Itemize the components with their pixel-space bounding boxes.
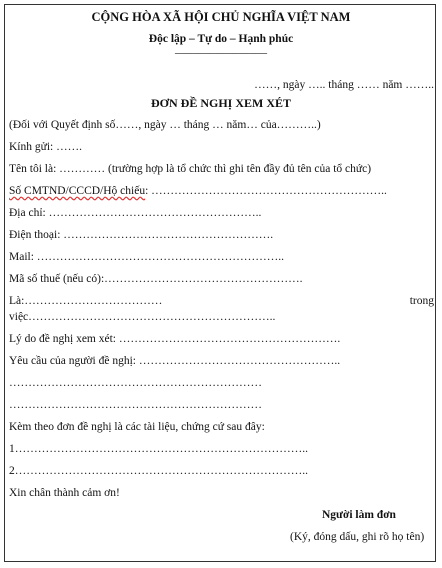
national-title: CỘNG HÒA XÃ HỘI CHỦ NGHĨA VIỆT NAM [91, 10, 351, 24]
motto: Độc lập – Tự do – Hạnh phúc [148, 33, 294, 45]
attachment-1: 1………………………………………………………………….. [9, 443, 308, 455]
name-line: Tên tôi là: ………… (trường hợp là tổ chức thì ghi tên đầy đủ tên của tổ chức) [9, 163, 372, 175]
role-line: Là:……………………………… [9, 295, 163, 307]
attachment-2: 2………………………………………………………………….. [9, 465, 308, 477]
reason-line: Lý do đề nghị xem xét: …………………………………………………. [9, 333, 341, 345]
recipient-line: Kính gửi: ……. [9, 141, 82, 153]
header-separator: ________________ [175, 43, 267, 55]
id-line [9, 184, 387, 198]
signature-title: Người làm đơn [322, 509, 396, 521]
request-continuation-2: ………………………………………………………… [9, 399, 262, 411]
work-line: việc……………………………………………………….. [9, 311, 276, 323]
request-continuation-1: ………………………………………………………… [9, 377, 262, 389]
tax-code-line: Mã số thuế (nếu có):……………………………………………. [9, 273, 303, 285]
phone-line: Điện thoại: ………………………………………………. [9, 229, 274, 241]
address-line: Địa chỉ: ……………………………………………….. [9, 207, 262, 219]
attachments-line: Kèm theo đơn đề nghị là các tài liệu, chứng cứ sau đây: [9, 421, 265, 433]
thanks-line: Xin chân thành cảm ơn! [9, 487, 120, 499]
date-line: ……, ngày ….. tháng …… năm …….. [254, 79, 434, 91]
request-line: Yêu cầu của người đề nghị: …………………………………………….. [9, 355, 341, 367]
form-title: ĐƠN ĐỀ NGHỊ XEM XÉT [150, 96, 291, 110]
mail-line: Mail: ……………………………………………………….. [9, 251, 285, 263]
id-dots: : …………………………………………………….. [145, 185, 387, 197]
role-trong: trong [409, 295, 434, 307]
signature-note: (Ký, đóng dấu, ghi rõ họ tên) [290, 531, 425, 543]
id-label: Số CMTND/CCCD/Hộ chiếu [9, 185, 146, 197]
form-subtitle: (Đối với Quyết định số……, ngày … tháng … năm… của………..) [9, 119, 321, 131]
